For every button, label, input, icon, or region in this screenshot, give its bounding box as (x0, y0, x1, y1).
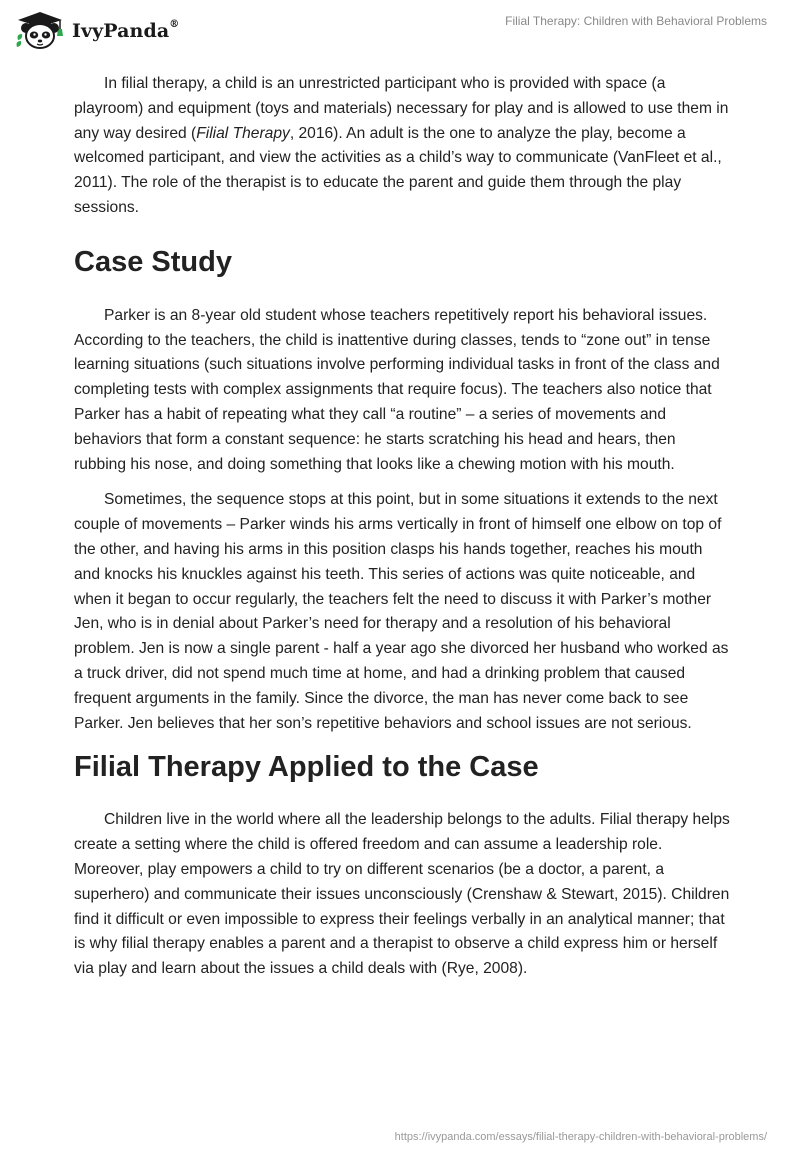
italic-citation: Filial Therapy (196, 124, 290, 142)
document-title: Filial Therapy: Children with Behavioral Problems (505, 14, 767, 28)
heading-filial-therapy-applied: Filial Therapy Applied to the Case (74, 751, 539, 784)
heading-case-study: Case Study (74, 245, 232, 278)
paragraph-intro: In filial therapy, a child is an unrestricted participant who is provided with space (a playroom) and equipment (toys and materials) necessary for play and is allowed to use them in any way desired (Filial Therapy, 2016). An adult is the one to analyze the play, become a welcomed participant, and view the activities as a child’s way to communicate (VanFleet et al., 2011). The role of the therapist is to educate the parent and guide them through the play sessions. (74, 75, 729, 216)
source-url[interactable]: https://ivypanda.com/essays/filial-therapy-children-with-behavioral-problems/ (394, 1131, 767, 1143)
paragraph-case-study-1: Parker is an 8-year old student whose teachers repetitively report his behavioral issues. According to the teachers, the child is inattentive during classes, tends to “zone out” in tense learning situations (such situations involve performing individual tasks in front of the class and completing tests with complex assignments that require focus). The teachers also notice that Parker has a habit of repeating what they call “a routine” – a series of movements and behaviors that form a constant sequence: he starts scratching his head and hears, then rubbing his nose, and doing something that looks like a chewing motion with his mouth. (74, 306, 720, 473)
paragraph-applied: Children live in the world where all the leadership belongs to the adults. Filial therapy helps create a setting where the child is offered freedom and can assume a leadership role. Moreover, play empowers a child to try on different scenarios (be a doctor, a parent, a superhero) and communicate their issues unconsciously (Crenshaw & Stewart, 2015). Children find it difficult or even impossible to express their feelings verbally in an analytical manner; that is why filial therapy enables a parent and a therapist to observe a child express him or herself via play and learn about the issues a child deals with (Rye, 2008). (74, 811, 730, 978)
brand-name: IvyPanda® (72, 18, 180, 42)
ivypanda-logo[interactable] (14, 8, 179, 52)
paragraph-case-study-2: Sometimes, the sequence stops at this point, but in some situations it extends to the next couple of movements – Parker winds his arms vertically in front of himself one elbow on top of the other, and having his arms in this position clasps his hands together, reaches his mouth and knocks his knuckles against his teeth. This series of actions was quite noticeable, and when it began to occur regularly, the teachers felt the need to discuss it with Parker’s mother Jen, who is in denial about Parker’s need for therapy and a resolution of his behavioral problem. Jen is now a single parent - half a year ago she divorced her husband who worked as a truck driver, did not spend much time at home, and had a drinking problem that caused frequent arguments in the family. Since the divorce, the man has never come back to see Parker. Jen believes that her son’s repetitive behaviors and school issues are not serious. (74, 491, 729, 732)
essay-body (74, 72, 730, 993)
panda-graduation-cap-icon (14, 10, 66, 50)
page-header (0, 0, 800, 60)
